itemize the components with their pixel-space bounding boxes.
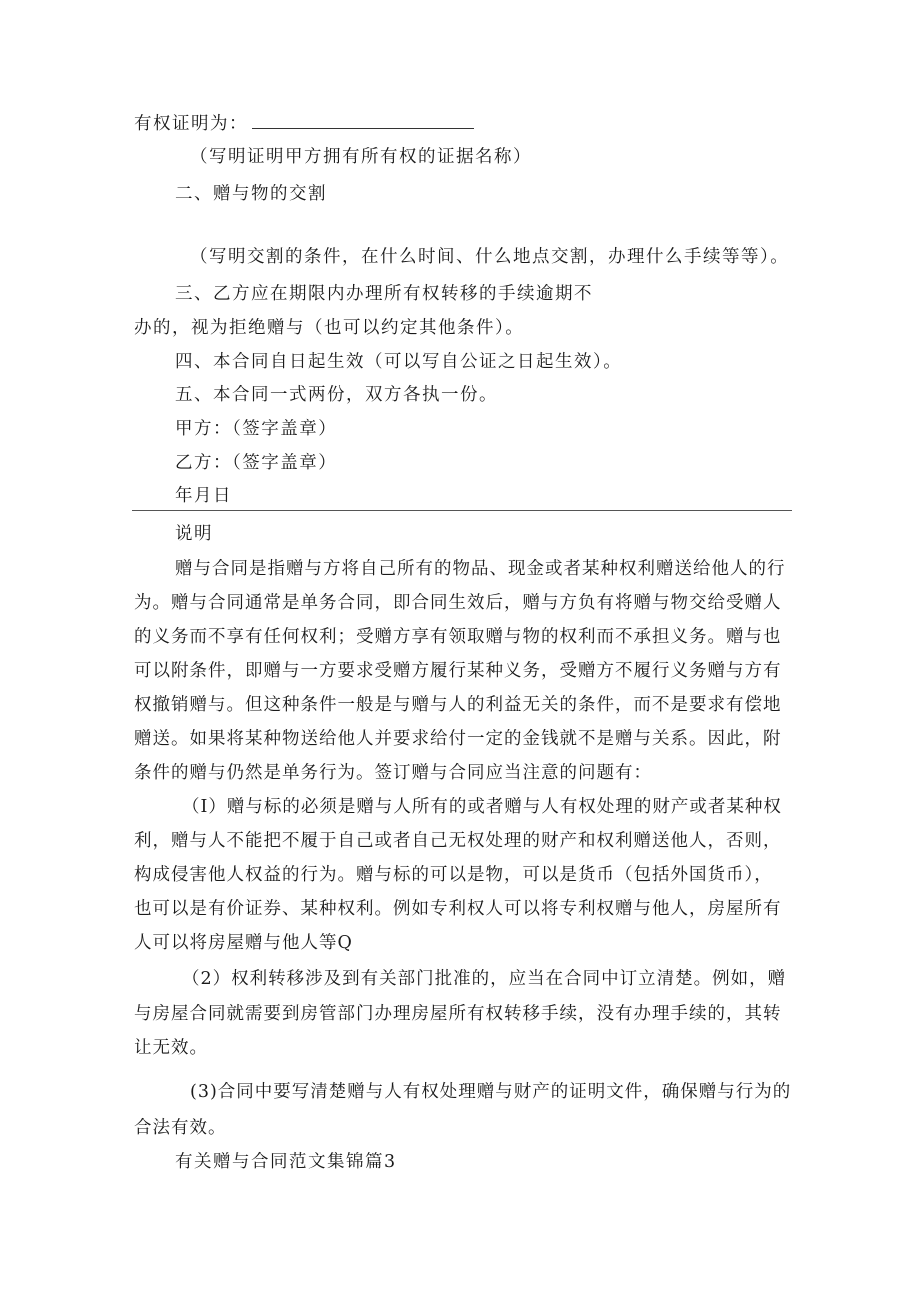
paragraph-line: 的义务而不享有任何权利；受赠方享有领取赠与物的权利而不承担义务。赠与也 xyxy=(134,627,782,647)
paragraph-line: 人可以将房屋赠与他人等Q xyxy=(134,933,353,953)
paragraph-line: 为。赠与合同通常是单务合同，即合同生效后，赠与方负有将赠与物交给受赠人 xyxy=(134,593,782,613)
paragraph-line: 与房屋合同就需要到房管部门办理房屋所有权转移手续，没有办理手续的，其转 xyxy=(134,1004,782,1024)
proof-line xyxy=(134,110,474,136)
explanation-heading: 说明 xyxy=(175,524,213,544)
proof-blank-field xyxy=(252,110,474,129)
clause2-note: （写明交割的条件，在什么时间、什么地点交割，办理什么手续等等）。 xyxy=(190,247,790,267)
paragraph-line: （2）权利转移涉及到有关部门批准的，应当在合同中订立清楚。例如，赠 xyxy=(182,969,787,989)
clause4: 四、本合同自日起生效（可以写自公证之日起生效）。 xyxy=(175,352,623,372)
paragraph-line: 权撤销赠与。但这种条件一般是与赠与人的利益无关的条件，而不是要求有偿地 xyxy=(134,695,782,715)
clause3-line1: 三、乙方应在期限内办理所有权转移的手续逾期不 xyxy=(175,284,593,304)
section-divider xyxy=(132,510,792,511)
clause5: 五、本合同一式两份，双方各执一份。 xyxy=(175,385,498,405)
signing-date: 年月日 xyxy=(175,486,232,506)
party-b-signature: 乙方：（签字盖章） xyxy=(175,453,338,473)
paragraph-line: 让无效。 xyxy=(134,1038,208,1058)
next-section-title: 有关赠与合同范文集锦篇3 xyxy=(175,1152,397,1172)
paragraph-line: 条件的赠与仍然是单务行为。签订赠与合同应当注意的问题有： xyxy=(134,763,652,783)
clause3-line2: 办的，视为拒绝赠与（也可以约定其他条件）。 xyxy=(134,318,525,338)
paragraph-line: 构成侵害他人权益的行为。赠与标的可以是物，可以是货币（包括外国货币）， xyxy=(134,865,773,885)
paragraph-line: (3)合同中要写清楚赠与人有权处理赠与财产的证明文件，确保赠与行为的 xyxy=(190,1082,792,1102)
party-a-signature: 甲方：（签字盖章） xyxy=(175,419,338,439)
paragraph-line: 赠与合同是指赠与方将自己所有的物品、现金或者某种权利赠送给他人的行 xyxy=(175,559,786,579)
paragraph-line: 也可以是有价证券、某种权利。例如专利权人可以将专利权赠与他人，房屋所有 xyxy=(134,899,782,919)
clause2-title: 二、赠与物的交割 xyxy=(175,184,327,204)
paragraph-line: 可以附条件，即赠与一方要求受赠方履行某种义务，受赠方不履行义务赠与方有 xyxy=(134,661,782,681)
paragraph-line: 赠送。如果将某种物送给他人并要求给付一定的金钱就不是赠与关系。因此，附 xyxy=(134,729,782,749)
paragraph-line: 利，赠与人不能把不履于自己或者自己无权处理的财产和权利赠送他人，否则， xyxy=(134,831,782,851)
proof-note: （写明证明甲方拥有所有权的证据名称） xyxy=(190,147,532,167)
paragraph-line: （I）赠与标的必须是赠与人所有的或者赠与人有权处理的财产或者某种权 xyxy=(182,797,782,817)
paragraph-line: 合法有效。 xyxy=(134,1118,227,1138)
proof-label: 有权证明为： xyxy=(134,114,248,134)
